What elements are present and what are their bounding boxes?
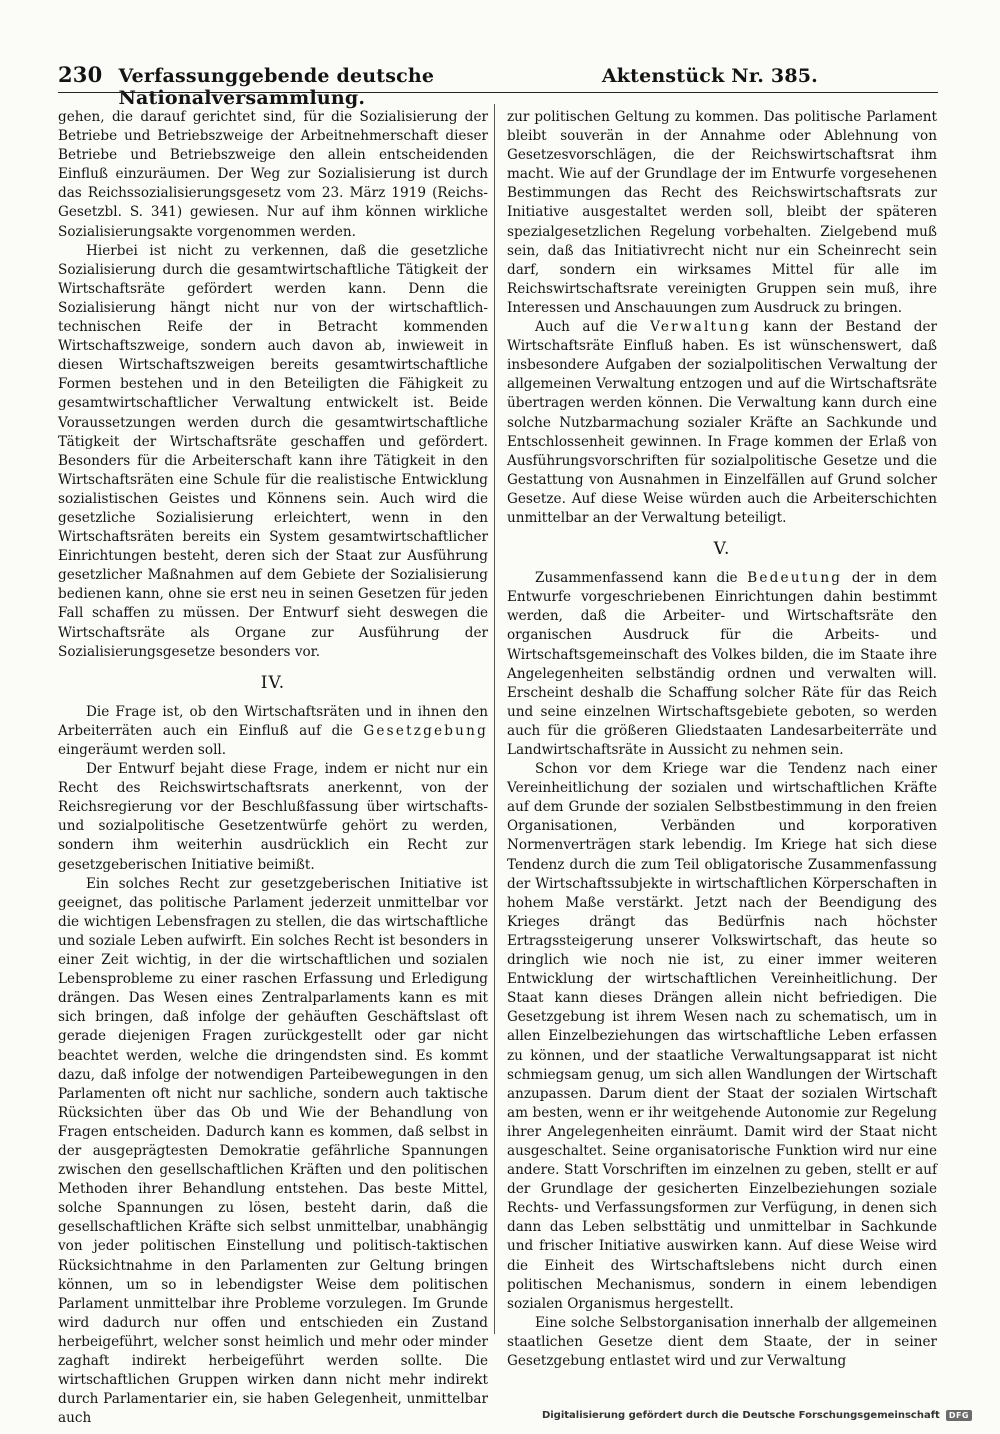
paragraph: gehen, die darauf gerichtet sind, für die Sozialisierung der Betriebe und Betriebszweige der Arbeitnehmerschaft dieser Betriebe und Betriebszweige den allein entscheidenden Einfluß einzuräumen. Der Weg zur Sozialisierung ist durch das Reichssozialisierungsgesetz vom 23. März 1919 (Reichs-Gesetzbl. S. 341) gewiesen. Nur auf ihm können wirkliche Sozialisierungsakte vorgenommen werden.: [58, 109, 488, 240]
paragraph: Hierbei ist nicht zu verkennen, daß die gesetzliche Sozialisierung durch die gesamtwirtschaftliche Tätigkeit der Wirtschaftsräte gefördert werden kann. Denn die Sozialisierung hängt nicht nur von der wirtschaftlich-technischen Reife der in Betracht kommenden Wirtschaftszweige, sondern auch davon ab, inwieweit in diesen Wirtschaftszweigen bereits gesamtwirtschaftliche Formen bestehen und in den Beteiligten die Fähigkeit zu gesamtwirtschaftlicher Verwaltung entwickelt ist. Beide Voraussetzungen werden durch die gesamtwirtschaftliche Tätigkeit der Wirtschaftsräte geschaffen und gefördert. Besonders für die Arbeiterschaft kann ihre Tätigkeit in den Wirtschaftsräten eine Schule für die realistische Entwicklung sozialistischen Geistes und Könnens sein. Auch wird die gesetzliche Sozialisierung erleichtert, wenn in den Wirtschaftsräten bereits ein System gesamtwirtschaftlicher Einrichtungen besteht, deren sich der Staat zur Ausführung gesetzlicher Maßnahmen auf dem Gebiete der Sozialisierung bedienen kann, ohne sie erst neu in seinen Gesetzen für jeden Fall schaffen zu müssen. Der Entwurf sieht deswegen die Wirtschaftsräte als Organe zur Ausführung der Sozialisierungsgesetze besonders vor.: [58, 242, 488, 660]
dfg-logo: DFG: [946, 1410, 972, 1421]
text-run: kann der Bestand der Wirtschaftsräte Einfluß haben. Es ist wünschenswert, daß insbesondere Aufgaben der sozialpolitischen Verwaltung der allgemeinen Verwaltung entzogen und auf die Wirtschaftsräte übertragen werden können. Die Verwaltung kann durch eine solche Nutzbarmachung sozialer Kräfte an Sachkunde und Entschlossenheit gewinnen. In Frage kommen der Erlaß von Ausführungsvorschriften für sozialpolitische Gesetze und die Gestattung von Ausnahmen in Einzelfällen auf Grund solcher Gesetze. Auf diese Weise würden auch die Arbeiterschichten unmittelbar an der Verwaltung beteiligt.: [507, 319, 937, 526]
text-run: eingeräumt werden soll.: [58, 742, 227, 758]
emphasized-term: Verwaltung: [650, 319, 752, 336]
page-number: 230: [58, 62, 103, 87]
running-title: Verfassunggebende deutsche Nationalversammlung.: [118, 65, 435, 109]
paragraph: Eine solche Selbstorganisation innerhalb der allgemeinen staatlichen Gesetze dient dem Staate, der in seiner Gesetzgebung entlastet wird und zur Verwaltung: [507, 1314, 937, 1369]
text-run: Zusammenfassend kann die: [535, 570, 748, 587]
paragraph: Ein solches Recht zur gesetzgeberischen Initiative ist geeignet, das politische Parlament jederzeit unmittelbar vor die wichtigen Lebensfragen zu stellen, die das wirtschaftliche und soziale Leben aufwirft. Ein solches Recht ist besonders in einer Zeit wichtig, in der die wirtschaftlichen und sozialen Lebensprobleme zu einer raschen Erfassung und Erledigung drängen. Das Wesen eines Zentralparlaments kann es mit sich bringen, daß infolge der gehäuften Geschäftslast oft gerade diejenigen Fragen zurückgestellt oder gar nicht beachtet werden, welche die dringendsten sind. Es kommt dazu, daß infolge der notwendigen Parteibewegungen in den Parlamenten oft nicht nur sachliche, sondern auch taktische Rücksichten über das Ob und Wie der Behandlung von Fragen entscheiden. Dadurch kann es kommen, daß selbst in der ausgeprägtesten Demokratie gefährliche Spannungen zwischen den gesellschaftlichen Kräften und den politischen Methoden ihrer Behandlung entstehen. Das beste Mittel, solche Spannungen zu lösen, besteht darin, daß die gesellschaftlichen Kräfte sich selbst unmittelbar, unabhängig von jeder politischen Einstellung und politisch-taktischen Rücksichtnahme in den Parlamenten zur Geltung bringen können, um so in lebendigster Weise dem politischen Parlament unmittelbar ihre Probleme vorzulegen. Im Grunde wird dadurch nur offen und entschieden ein Zustand herbeigeführt, welcher sonst heimlich und mehr oder minder zaghaft indirekt herbeigeführt werden sollte. Die wirtschaftlichen Gruppen wirken dann nicht mehr indirekt durch Parlamentarier ein, sie haben Gelegenheit, unmittelbar auch: [58, 875, 488, 1427]
paragraph: Der Entwurf bejaht diese Frage, indem er nicht nur ein Recht des Reichswirtschaftsrats anerkennt, von der Reichsregierung vor der Beschlußfassung über wirtschafts- und sozialpolitische Gesetzentwürfe gehört zu werden, sondern ihm weiterhin ausdrücklich ein Recht zur gesetzgeberischen Initiative beimißt.: [58, 761, 488, 873]
paragraph: [58, 703, 488, 760]
text-run: Die Frage ist, ob den Wirtschaftsräten und in ihnen den Arbeiterräten auch ein Einfluß auf die: [58, 703, 488, 739]
text-run: Auch auf die: [535, 319, 651, 336]
emphasized-term: Bedeutung: [747, 570, 843, 587]
footer-credit: [542, 1410, 972, 1421]
right-column: [507, 108, 937, 1371]
paragraph: [507, 569, 937, 760]
section-heading-v: V.: [713, 539, 731, 560]
left-column: [58, 108, 488, 1428]
paragraph: Schon vor dem Kriege war die Tendenz nach einer Vereinheitlichung der sozialen und wirtschaftlichen Kräfte auf dem Grunde der sozialen Selbstbestimmung in den freien Organisationen, Verbänden und korporativen Normenverträgen stark lebendig. Im Kriege hat sich diese Tendenz durch die zum Teil obligatorische Zusammenfassung der Wirtschaftssubjekte in wirtschaftlichen Körperschaften in hohem Maße verstärkt. Jetzt nach der Beendigung des Krieges drängt das Bedürfnis nach höchster Ertragssteigerung unserer Volkswirtschaft, das heute so dringlich wie noch nie ist, zu einer immer weiteren Entwicklung der wirtschaftlichen Vereinheitlichung. Der Staat kann dieses Drängen allein nicht befriedigen. Die Gesetzgebung ist ihrem Wesen nach zu schematisch, um in allen Einzelbeziehungen das wirtschaftliche Leben erfassen zu können, und der staatliche Verwaltungsapparat ist nicht schmiegsam genug, um sich allen Wandlungen der Wirtschaft anzupassen. Darum dient der Staat der sozialen Wirtschaft am besten, wenn er ihr weitgehende Autonomie zur Regelung ihrer Angelegenheiten einräumt. Damit wird der Staat nicht ausgeschaltet. Seine organisatorische Funktion wird nur eine andere. Statt Vorschriften im einzelnen zu geben, stellt er auf der Grundlage der gesicherten Einzelbeziehungen soziale Rechts- und Verfassungsformen zur Verfügung, in denen sich dann das Leben selbsttätig und unmittelbar in Sachkunde und frischer Initiative auswirken kann. Auf diese Weise wird die Einheit des Wirtschaftslebens nicht durch einen politischen Mechanismus, sondern in einem lebendigen sozialen Organismus hergestellt.: [507, 761, 937, 1312]
section-heading-iv: IV.: [260, 672, 286, 693]
column-divider: [494, 104, 495, 1334]
page-header: [58, 62, 818, 109]
header-rule: [58, 92, 938, 93]
paragraph: zur politischen Geltung zu kommen. Das politische Parlament bleibt souverän in der Annahme oder Ablehnung von Gesetzesvorschlägen, die der Reichswirtschaftsrat ihm macht. Wie auf der Grundlage der im Entwurfe vorgesehenen Bestimmungen das Recht des Reichswirtschaftsrats zur Initiative ausgestaltet werden soll, bleibt der späteren spezialgesetzlichen Regelung vorbehalten. Zielgebend muß sein, daß das Initiativrecht nicht nur ein Scheinrecht sein darf, sondern ein wirksames Mittel für alle im Reichswirtschaftsrate vereinigten Gruppen sein muß, ihre Interessen und Anschauungen zum Ausdruck zu bringen.: [507, 109, 937, 316]
text-run: der in dem Entwurfe vorgeschriebenen Einrichtungen dahin bestimmt werden, daß die Arbeiter- und Wirtschaftsräte den organischen Ausdruck für die Arbeits- und Wirtschaftsgemeinschaft des Volkes bilden, die im Staate ihre Angelegenheiten selbständig ordnen und verwalten will. Erscheint deshalb die Schaffung solcher Räte für das Reich und seine einzelnen Wirtschaftsgebiete geboten, so werden auch für die größeren Gliedstaaten Landesarbeiterräte und Landwirtschaftsräte in Aussicht zu nehmen sein.: [507, 570, 938, 758]
paragraph: [507, 318, 937, 528]
digitization-credit: Digitalisierung gefördert durch die Deutsche Forschungsgemeinschaft: [541, 1410, 940, 1421]
emphasized-term: Gesetzgebung: [363, 722, 488, 739]
document-reference: Aktenstück Nr. 385.: [601, 65, 818, 87]
